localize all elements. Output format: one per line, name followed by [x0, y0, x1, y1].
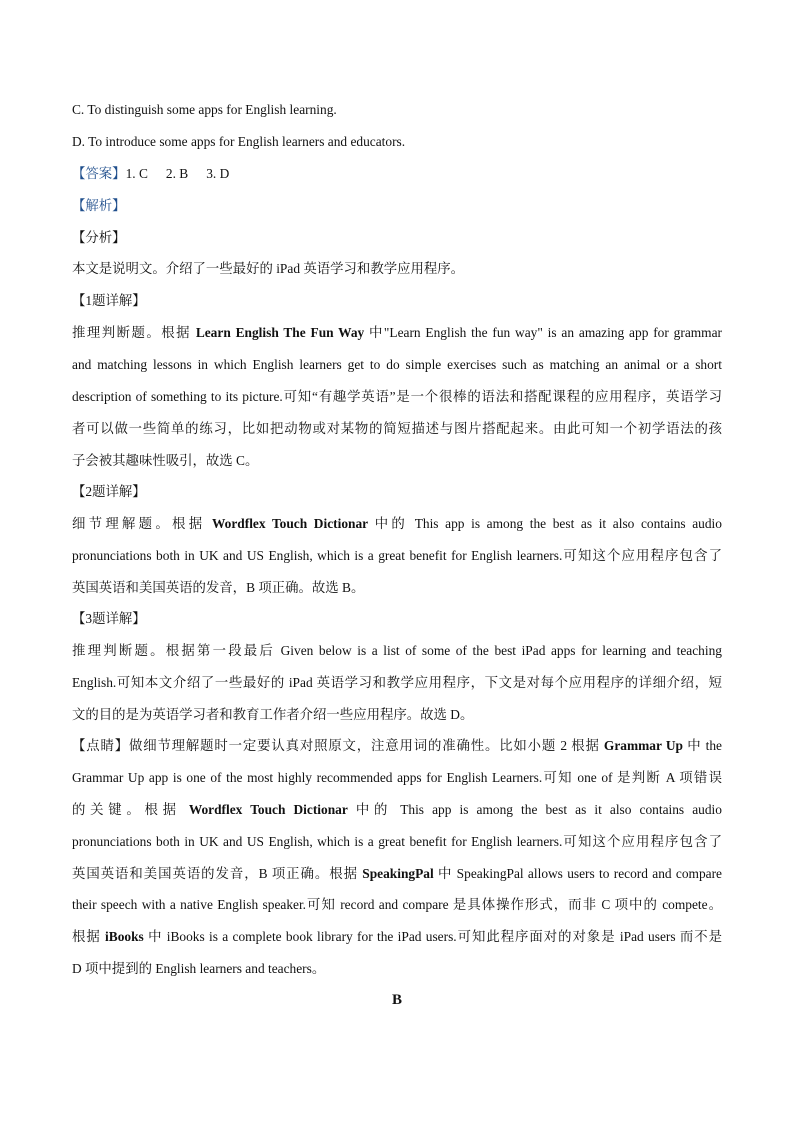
- dianjing-line-3-post: 中的 This app is among the best as it also contains audio: [347, 802, 722, 817]
- option-c: C. To distinguish some apps for English learning.: [72, 102, 337, 117]
- dianjing-line-7-pre: 根据: [72, 929, 106, 944]
- answer-line: [72, 165, 722, 183]
- answer-label: 【答案】: [72, 166, 126, 181]
- dianjing-line-8: D 项中提到的 English learners and teachers。: [72, 961, 326, 976]
- answer-1: 1. C: [125, 166, 148, 181]
- answer-3: 3. D: [206, 166, 230, 181]
- dianjing-line-1-post: 中 the: [683, 738, 722, 753]
- dianjing-app-speakingpal: SpeakingPal: [362, 866, 434, 881]
- dianjing-line-3: [72, 801, 722, 819]
- fenxi-text: 本文是说明文。介绍了一些最好的 iPad 英语学习和教学应用程序。: [72, 261, 465, 276]
- option-d: D. To introduce some apps for English learners and educators.: [72, 134, 406, 149]
- q3-line-2: English.可知本文介绍了一些最好的 iPad 英语学习和教学应用程序，下文是对每个应用程序的详细介绍，短: [72, 675, 722, 690]
- q2-label: 【2题详解】: [72, 484, 146, 499]
- answer-2: 2. B: [165, 166, 189, 181]
- q3-line-1: 推理判断题。根据第一段最后 Given below is a list of some of the best iPad apps for learning and teaching: [72, 643, 722, 658]
- q2-line-1-post: 中的 This app is among the best as it also contains audio: [368, 516, 722, 531]
- q1-app-name: Learn English The Fun Way: [195, 325, 365, 340]
- q1-label: 【1题详解】: [72, 293, 146, 308]
- fenxi-label: 【分析】: [72, 230, 126, 245]
- analysis-label: 【解析】: [72, 198, 126, 213]
- dianjing-line-6: their speech with a native English speaker.可知 record and compare 是具体操作形式，而非 C 项中的 compete。: [72, 897, 722, 912]
- dianjing-line-5-pre: 英国英语和美国英语的发音，B 项正确。根据: [72, 866, 363, 881]
- dianjing-line-5: [72, 865, 722, 883]
- dianjing-app-wordflex: Wordflex Touch Dictionar: [188, 802, 348, 817]
- dianjing-app-ibooks: iBooks: [105, 929, 144, 944]
- dianjing-line-4: pronunciations both in UK and US English, which is a great benefit for English learners.可知这个应用程序包含了: [72, 834, 722, 849]
- dianjing-label: 【点睛】: [72, 738, 129, 753]
- q2-line-1: [72, 515, 722, 533]
- dianjing-line-2: Grammar Up app is one of the most highly recommended apps for English Learners.可知 one of 是判断 A 项错误: [72, 770, 722, 785]
- dianjing-line-7: [72, 928, 722, 946]
- q1-line-1: [72, 324, 722, 342]
- q2-app-name: Wordflex Touch Dictionar: [212, 516, 369, 531]
- q2-line-1-pre: 细节理解题。根据: [72, 516, 212, 531]
- q3-label: 【3题详解】: [72, 611, 146, 626]
- q1-line-5: 子会被其趣味性吸引，故选 C。: [72, 453, 259, 468]
- dianjing-line-5-post: 中 SpeakingPal allows users to record and compare: [433, 866, 722, 881]
- q2-line-2: pronunciations both in UK and US English, which is a great benefit for English learners.可知这个应用程序包含了: [72, 548, 722, 563]
- q1-line-3: description of something to its picture.可知“有趣学英语”是一个很棒的语法和搭配课程的应用程序，英语学习: [72, 389, 722, 404]
- q1-line-1-post: 中"Learn English the fun way" is an amazing app for grammar: [364, 325, 722, 340]
- q1-line-2: and matching lessons in which English learners get to do simple exercises such as matching an animal or a short: [72, 357, 722, 372]
- q2-line-3: 英国英语和美国英语的发音，B 项正确。故选 B。: [72, 580, 365, 595]
- section-heading: B: [391, 992, 402, 1008]
- dianjing-line-3-pre: 的关键。根据: [72, 802, 189, 817]
- dianjing-app-grammar-up: Grammar Up: [603, 738, 683, 753]
- q1-line-1-pre: 推理判断题。根据: [72, 325, 196, 340]
- dianjing-line-1: [72, 737, 722, 755]
- dianjing-line-1-text: 做细节理解题时一定要认真对照原文，注意用词的准确性。比如小题 2 根据: [128, 738, 604, 753]
- dianjing-line-7-post: 中 iBooks is a complete book library for the iPad users.可知此程序面对的对象是 iPad users 而不是: [143, 929, 722, 944]
- q1-line-4: 者可以做一些简单的练习，比如把动物或对某物的简短描述与图片搭配起来。由此可知一个初学语法的孩: [72, 421, 722, 436]
- q3-line-3: 文的目的是为英语学习者和教育工作者介绍一些应用程序。故选 D。: [72, 707, 474, 722]
